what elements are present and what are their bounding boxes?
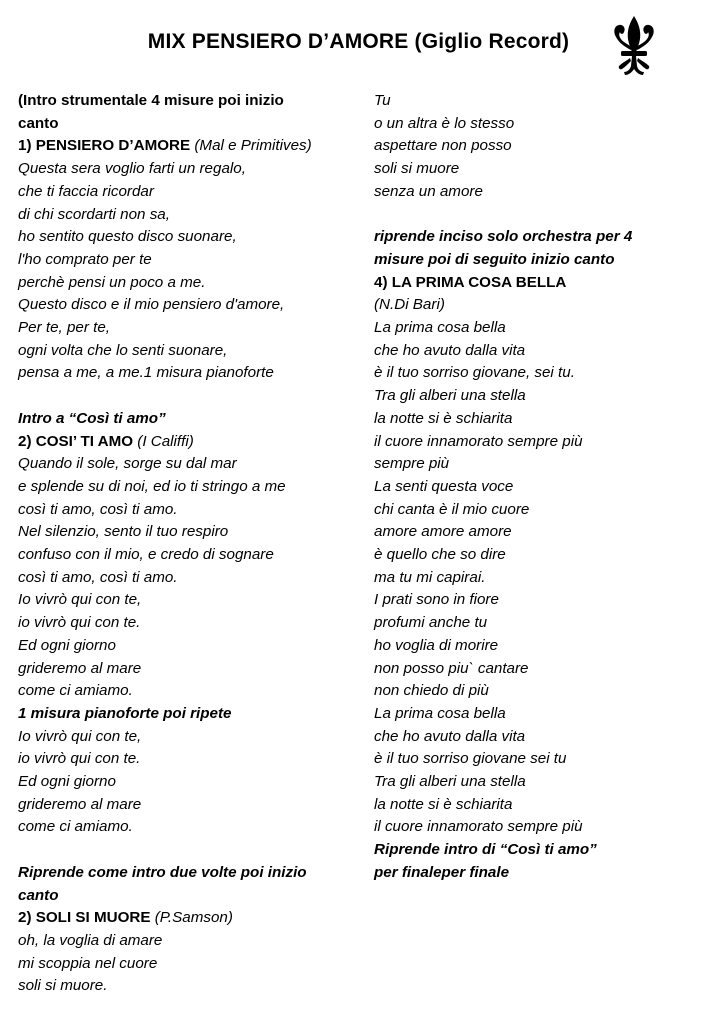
- song-heading: 2) COSI’ TI AMO: [18, 432, 138, 450]
- right-lyrics-column: [374, 90, 719, 885]
- lyric-line: Tra gli alberi una stella: [374, 773, 526, 791]
- lyric-line: amore amore amore: [374, 523, 512, 541]
- lyric-line: Riprende come intro due volte poi inizio: [18, 863, 307, 881]
- lyric-line: Riprende intro di “Così ti amo”: [374, 841, 597, 859]
- lyric-line: non chiedo di più: [374, 682, 489, 700]
- lyric-line: misure poi di seguito inizio canto: [374, 250, 615, 268]
- lyric-line: Per te, per te,: [18, 319, 111, 337]
- lyric-line: soli si muore.: [18, 977, 108, 995]
- lyric-line: pensa a me, a me.1 misura pianoforte: [18, 364, 274, 382]
- lyric-line: riprende inciso solo orchestra per 4: [374, 228, 633, 246]
- lyric-line: ogni volta che lo senti suonare,: [18, 341, 228, 359]
- lyric-line: è il tuo sorriso giovane, sei tu.: [374, 364, 575, 382]
- lyric-line: di chi scordarti non sa,: [18, 205, 170, 223]
- lyric-line: Ed ogni giorno: [18, 636, 116, 654]
- lyric-line: senza un amore: [374, 182, 483, 200]
- lyric-line: la notte si è schiarita: [374, 795, 513, 813]
- lyric-line: 4) LA PRIMA COSA BELLA: [374, 273, 567, 291]
- fleur-de-lis-icon: [610, 14, 658, 78]
- lyric-line: che ho avuto dalla vita: [374, 727, 526, 745]
- lyric-line: ho voglia di morire: [374, 636, 499, 654]
- lyric-line: grideremo al mare: [18, 795, 142, 813]
- lyric-line: soli si muore: [374, 160, 460, 178]
- lyric-line: e splende su di noi, ed io ti stringo a me: [18, 477, 286, 495]
- lyric-line: sempre più: [374, 455, 450, 473]
- lyric-line: Nel silenzio, sento il tuo respiro: [18, 523, 229, 541]
- lyric-line: perchè pensi un poco a me.: [18, 273, 206, 291]
- lyric-line: così ti amo, così ti amo.: [18, 500, 178, 518]
- lyric-line: [18, 385, 368, 408]
- lyric-line: I prati sono in fiore: [374, 591, 499, 609]
- lyric-line: che ti faccia ricordar: [18, 182, 154, 200]
- lyric-line: Tra gli alberi una stella: [374, 387, 526, 405]
- lyric-line: è il tuo sorriso giovane sei tu: [374, 750, 567, 768]
- lyric-line: così ti amo, così ti amo.: [18, 568, 178, 586]
- lyric-line: [18, 907, 368, 930]
- lyric-line: come ci amiamo.: [18, 682, 133, 700]
- lyric-line: chi canta è il mio cuore: [374, 500, 530, 518]
- lyric-line: profumi anche tu: [374, 614, 488, 632]
- lyric-line: è quello che so dire: [374, 546, 506, 564]
- lyric-line: per finaleper finale: [374, 863, 510, 881]
- song-heading: 2) SOLI SI MUORE: [18, 909, 155, 927]
- lyric-line: Questa sera voglio farti un regalo,: [18, 160, 246, 178]
- lyric-line: Quando il sole, sorge su dal mar: [18, 455, 237, 473]
- lyric-line: che ho avuto dalla vita: [374, 341, 526, 359]
- lyric-line: ho sentito questo disco suonare,: [18, 228, 237, 246]
- lyric-line: La prima cosa bella: [374, 319, 506, 337]
- lyric-line: Io vivrò qui con te,: [18, 591, 142, 609]
- lyric-line: [18, 839, 368, 862]
- lyric-line: io vivrò qui con te.: [18, 750, 141, 768]
- song-heading: 1) PENSIERO D’AMORE: [18, 137, 195, 155]
- lyric-line: non posso piu` cantare: [374, 659, 529, 677]
- song-artist: (I Califfi): [137, 432, 194, 450]
- lyric-line: La prima cosa bella: [374, 704, 506, 722]
- lyric-line: (N.Di Bari): [374, 296, 445, 314]
- lyric-line: 1 misura pianoforte poi ripete: [18, 704, 232, 722]
- song-artist: (P.Samson): [154, 909, 233, 927]
- left-lyrics-column: [18, 90, 368, 998]
- lyric-line: Io vivrò qui con te,: [18, 727, 142, 745]
- lyric-line: Questo disco e il mio pensiero d'amore,: [18, 296, 285, 314]
- lyric-line: ma tu mi capirai.: [374, 568, 486, 586]
- page-title: MIX PENSIERO D’AMORE (Giglio Record): [147, 30, 570, 53]
- lyric-line: La senti questa voce: [374, 477, 514, 495]
- song-artist: (Mal e Primitives): [194, 137, 312, 155]
- lyric-line: [374, 204, 719, 227]
- lyric-line: io vivrò qui con te.: [18, 614, 141, 632]
- lyric-line: confuso con il mio, e credo di sognare: [18, 546, 274, 564]
- lyric-line: aspettare non posso: [374, 137, 512, 155]
- lyric-line: il cuore innamorato sempre più: [374, 818, 583, 836]
- lyric-line: [18, 431, 368, 454]
- lyric-line: mi scoppia nel cuore: [18, 954, 158, 972]
- lyric-line: Intro a “Così ti amo”: [18, 409, 166, 427]
- lyric-line: la notte si è schiarita: [374, 409, 513, 427]
- lyric-line: (Intro strumentale 4 misure poi inizio: [18, 92, 284, 109]
- lyric-line: grideremo al mare: [18, 659, 142, 677]
- lyric-line: o un altra è lo stesso: [374, 114, 515, 132]
- lyric-line: Tu: [374, 92, 391, 109]
- lyric-line: [18, 135, 368, 158]
- lyric-line: come ci amiamo.: [18, 818, 133, 836]
- lyric-line: oh, la voglia di amare: [18, 931, 163, 949]
- lyric-line: il cuore innamorato sempre più: [374, 432, 583, 450]
- lyric-line: canto: [18, 886, 59, 904]
- lyric-line: canto: [18, 114, 59, 132]
- lyric-line: Ed ogni giorno: [18, 773, 116, 791]
- lyric-line: l'ho comprato per te: [18, 250, 152, 268]
